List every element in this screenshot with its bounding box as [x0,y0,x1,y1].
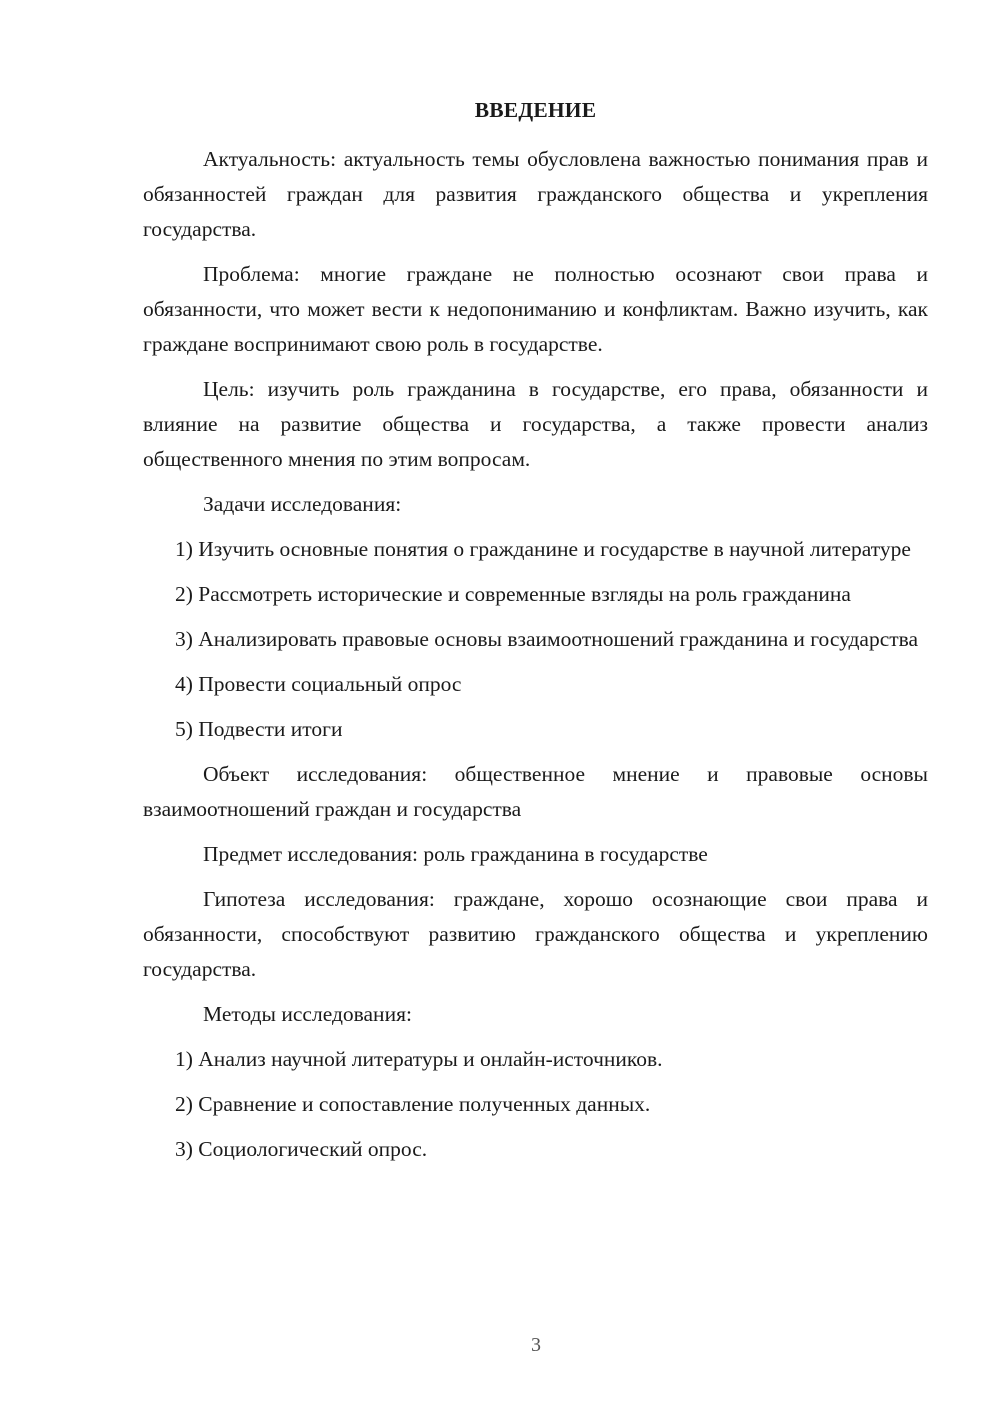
section-title: ВВЕДЕНИЕ [474,98,597,122]
task-item: 4) Провести социальный опрос [175,672,462,696]
method-item: 2) Сравнение и сопоставление полученных данных. [175,1092,651,1116]
methods-heading: Методы исследования: [203,1002,412,1026]
method-item: 1) Анализ научной литературы и онлайн-источников. [175,1047,663,1071]
document-page [143,92,928,1177]
object-paragraph: Объект исследования: общественное мнение и правовые основы взаимоотношений граждан и государства [143,762,928,821]
task-item: 1) Изучить основные понятия о гражданине и государстве в научной литературе [175,537,911,561]
goal-paragraph: Цель: изучить роль гражданина в государстве, его права, обязанности и влияние на развитие общества и государства, а также провести анализ общественного мнения по этим вопросам. [143,377,928,471]
task-item: 3) Анализировать правовые основы взаимоотношений гражданина и государства [175,627,919,651]
page-number: 3 [531,1334,541,1356]
relevance-paragraph: Актуальность: актуальность темы обусловлена важностью понимания прав и обязанностей граждан для развития гражданского общества и укрепления государства. [143,147,928,241]
tasks-heading: Задачи исследования: [203,492,402,516]
method-item: 3) Социологический опрос. [175,1137,428,1161]
subject-paragraph: Предмет исследования: роль гражданина в государстве [203,842,708,866]
task-item: 5) Подвести итоги [175,717,343,741]
problem-paragraph: Проблема: многие граждане не полностью осознают свои права и обязанности, что может вести к недопониманию и конфликтам. Важно изучить, как граждане воспринимают свою роль в государстве. [143,262,928,356]
hypothesis-paragraph: Гипотеза исследования: граждане, хорошо осознающие свои права и обязанности, способствуют развитию гражданского общества и укреплению государства. [143,887,928,981]
task-item: 2) Рассмотреть исторические и современные взгляды на роль гражданина [175,582,851,606]
